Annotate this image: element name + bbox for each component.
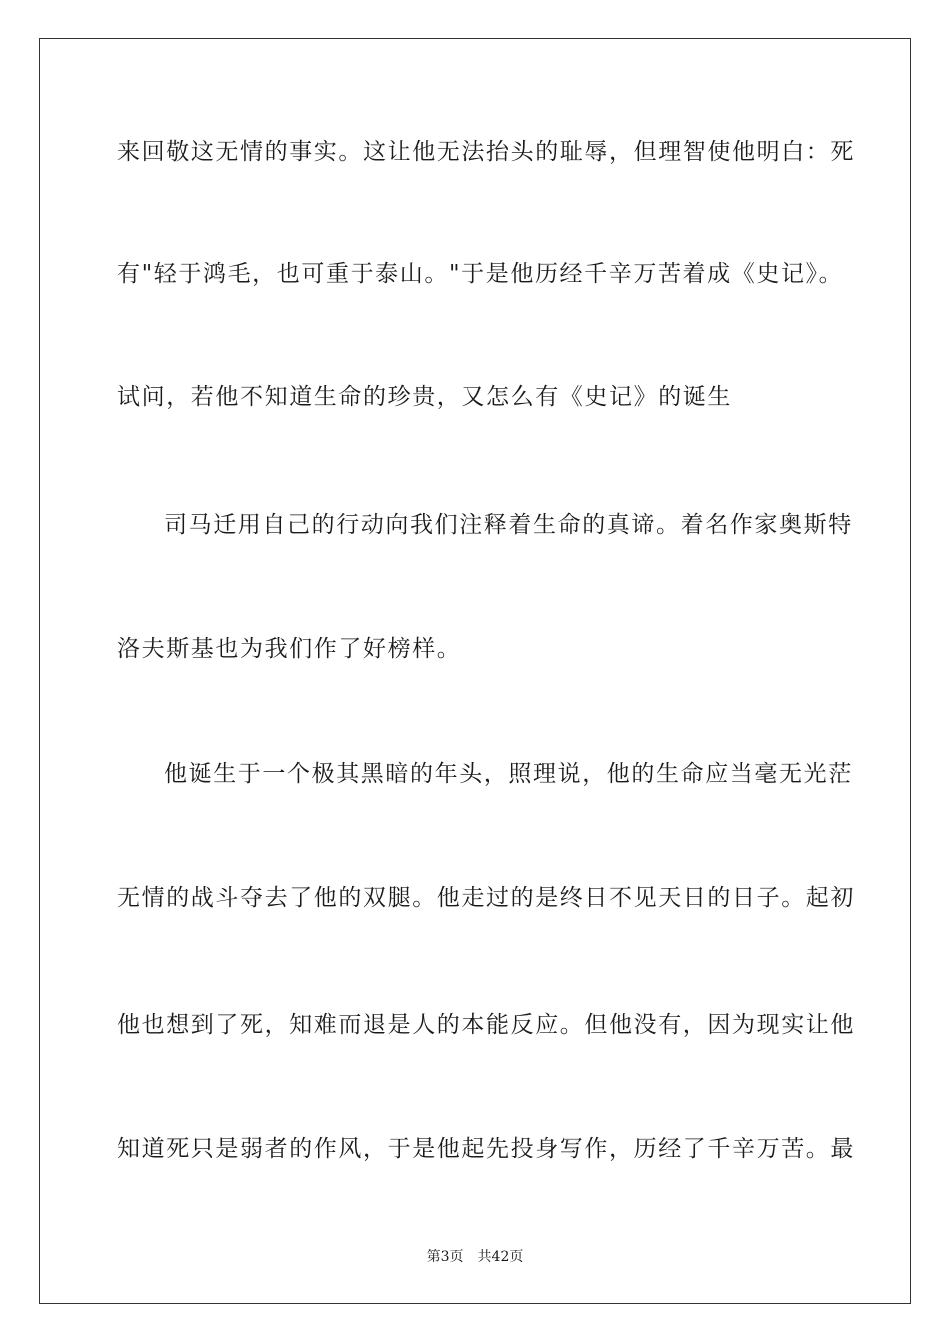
body-line-2: 有"轻于鸿毛，也可重于泰山。"于是他历经千辛万苦着成《史记》。 xyxy=(117,261,844,287)
body-line-3: 试问，若他不知道生命的珍贵，又怎么有《史记》的诞生 xyxy=(117,384,732,410)
body-line-7: 无情的战斗夺去了他的双腿。他走过的是终日不见天日的日子。起初 xyxy=(117,885,855,911)
page-border xyxy=(39,38,911,1304)
body-line-9: 知道死只是弱者的作风，于是他起先投身写作，历经了千辛万苦。最 xyxy=(117,1136,855,1162)
page-footer xyxy=(0,1247,950,1267)
body-line-8: 他也想到了死，知难而退是人的本能反应。但他没有，因为现实让他 xyxy=(117,1012,855,1038)
body-line-5: 洛夫斯基也为我们作了好榜样。 xyxy=(117,636,462,662)
body-line-4: 司马迁用自己的行动向我们注释着生命的真谛。着名作家奥斯特 xyxy=(164,512,853,538)
page-total: 共42页 xyxy=(477,1249,524,1265)
page-number: 第3页 xyxy=(426,1249,464,1265)
body-line-6: 他诞生于一个极其黑暗的年头，照理说，他的生命应当毫无光茫 xyxy=(164,761,853,787)
body-line-1: 来回敬这无情的事实。这让他无法抬头的耻辱，但理智使他明白：死 xyxy=(117,139,855,165)
